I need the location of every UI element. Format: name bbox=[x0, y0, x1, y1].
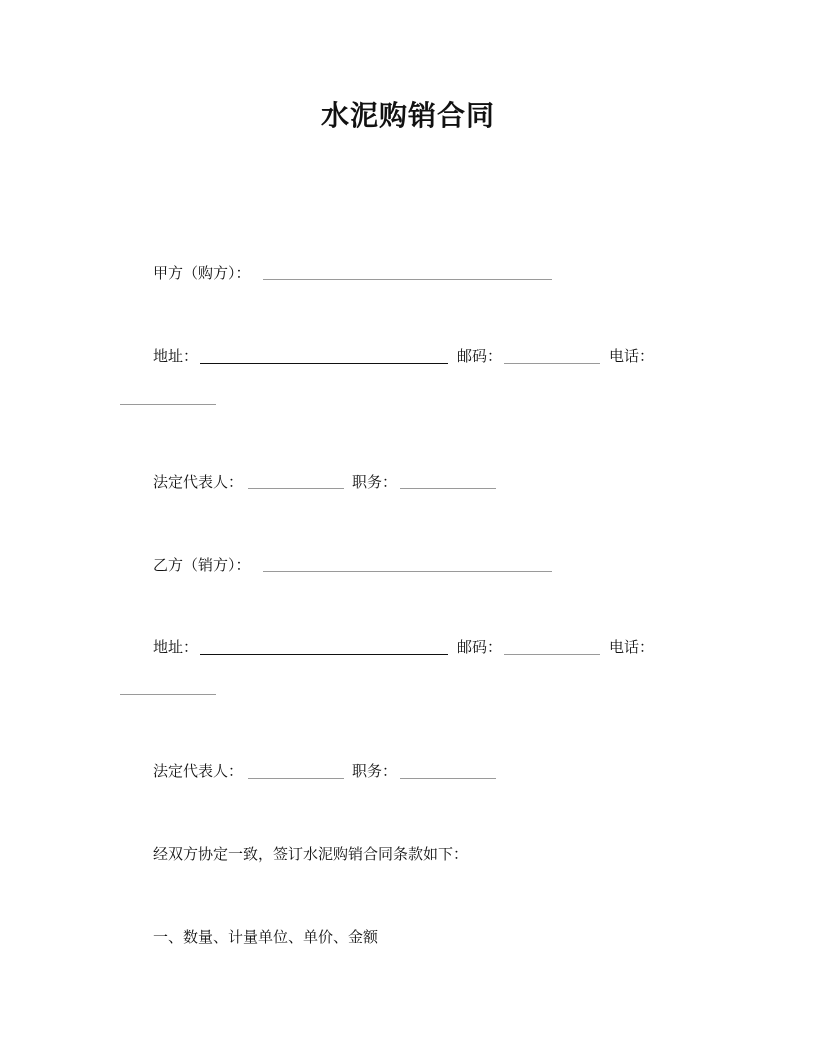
party-b-legal-rep-label: 法定代表人： bbox=[153, 762, 244, 780]
party-b-address-blank[interactable] bbox=[200, 654, 448, 655]
party-b-position-blank[interactable] bbox=[400, 778, 496, 779]
party-a-postcode-label: 邮码： bbox=[457, 347, 503, 365]
party-b-legal-rep-blank[interactable] bbox=[248, 778, 344, 779]
party-a-position-label: 职务： bbox=[352, 473, 398, 491]
section-1-heading: 一、数量、计量单位、单价、金额 bbox=[153, 928, 379, 946]
party-a-phone-label: 电话： bbox=[609, 347, 655, 365]
party-b-position-label: 职务： bbox=[352, 762, 398, 780]
party-b-address-label: 地址： bbox=[153, 638, 199, 656]
party-b-phone-label: 电话： bbox=[609, 638, 655, 656]
party-a-postcode-blank[interactable] bbox=[504, 363, 600, 364]
party-b-name-blank[interactable] bbox=[263, 571, 552, 572]
party-a-name-blank[interactable] bbox=[263, 279, 552, 280]
party-b-postcode-blank[interactable] bbox=[504, 654, 600, 655]
party-a-position-blank[interactable] bbox=[400, 488, 496, 489]
party-b-phone-blank[interactable] bbox=[120, 694, 216, 695]
party-a-label: 甲方（购方）： bbox=[153, 264, 251, 282]
party-a-legal-rep-label: 法定代表人： bbox=[153, 473, 244, 491]
party-a-address-label: 地址： bbox=[153, 347, 199, 365]
document-title: 水泥购销合同 bbox=[320, 99, 495, 132]
party-b-postcode-label: 邮码： bbox=[457, 638, 503, 656]
party-a-legal-rep-blank[interactable] bbox=[248, 488, 344, 489]
party-a-phone-blank[interactable] bbox=[120, 404, 216, 405]
party-b-label: 乙方（销方）： bbox=[153, 556, 251, 574]
contract-intro: 经双方协定一致，签订水泥购销合同条款如下： bbox=[153, 845, 469, 863]
party-a-address-blank[interactable] bbox=[200, 363, 448, 364]
